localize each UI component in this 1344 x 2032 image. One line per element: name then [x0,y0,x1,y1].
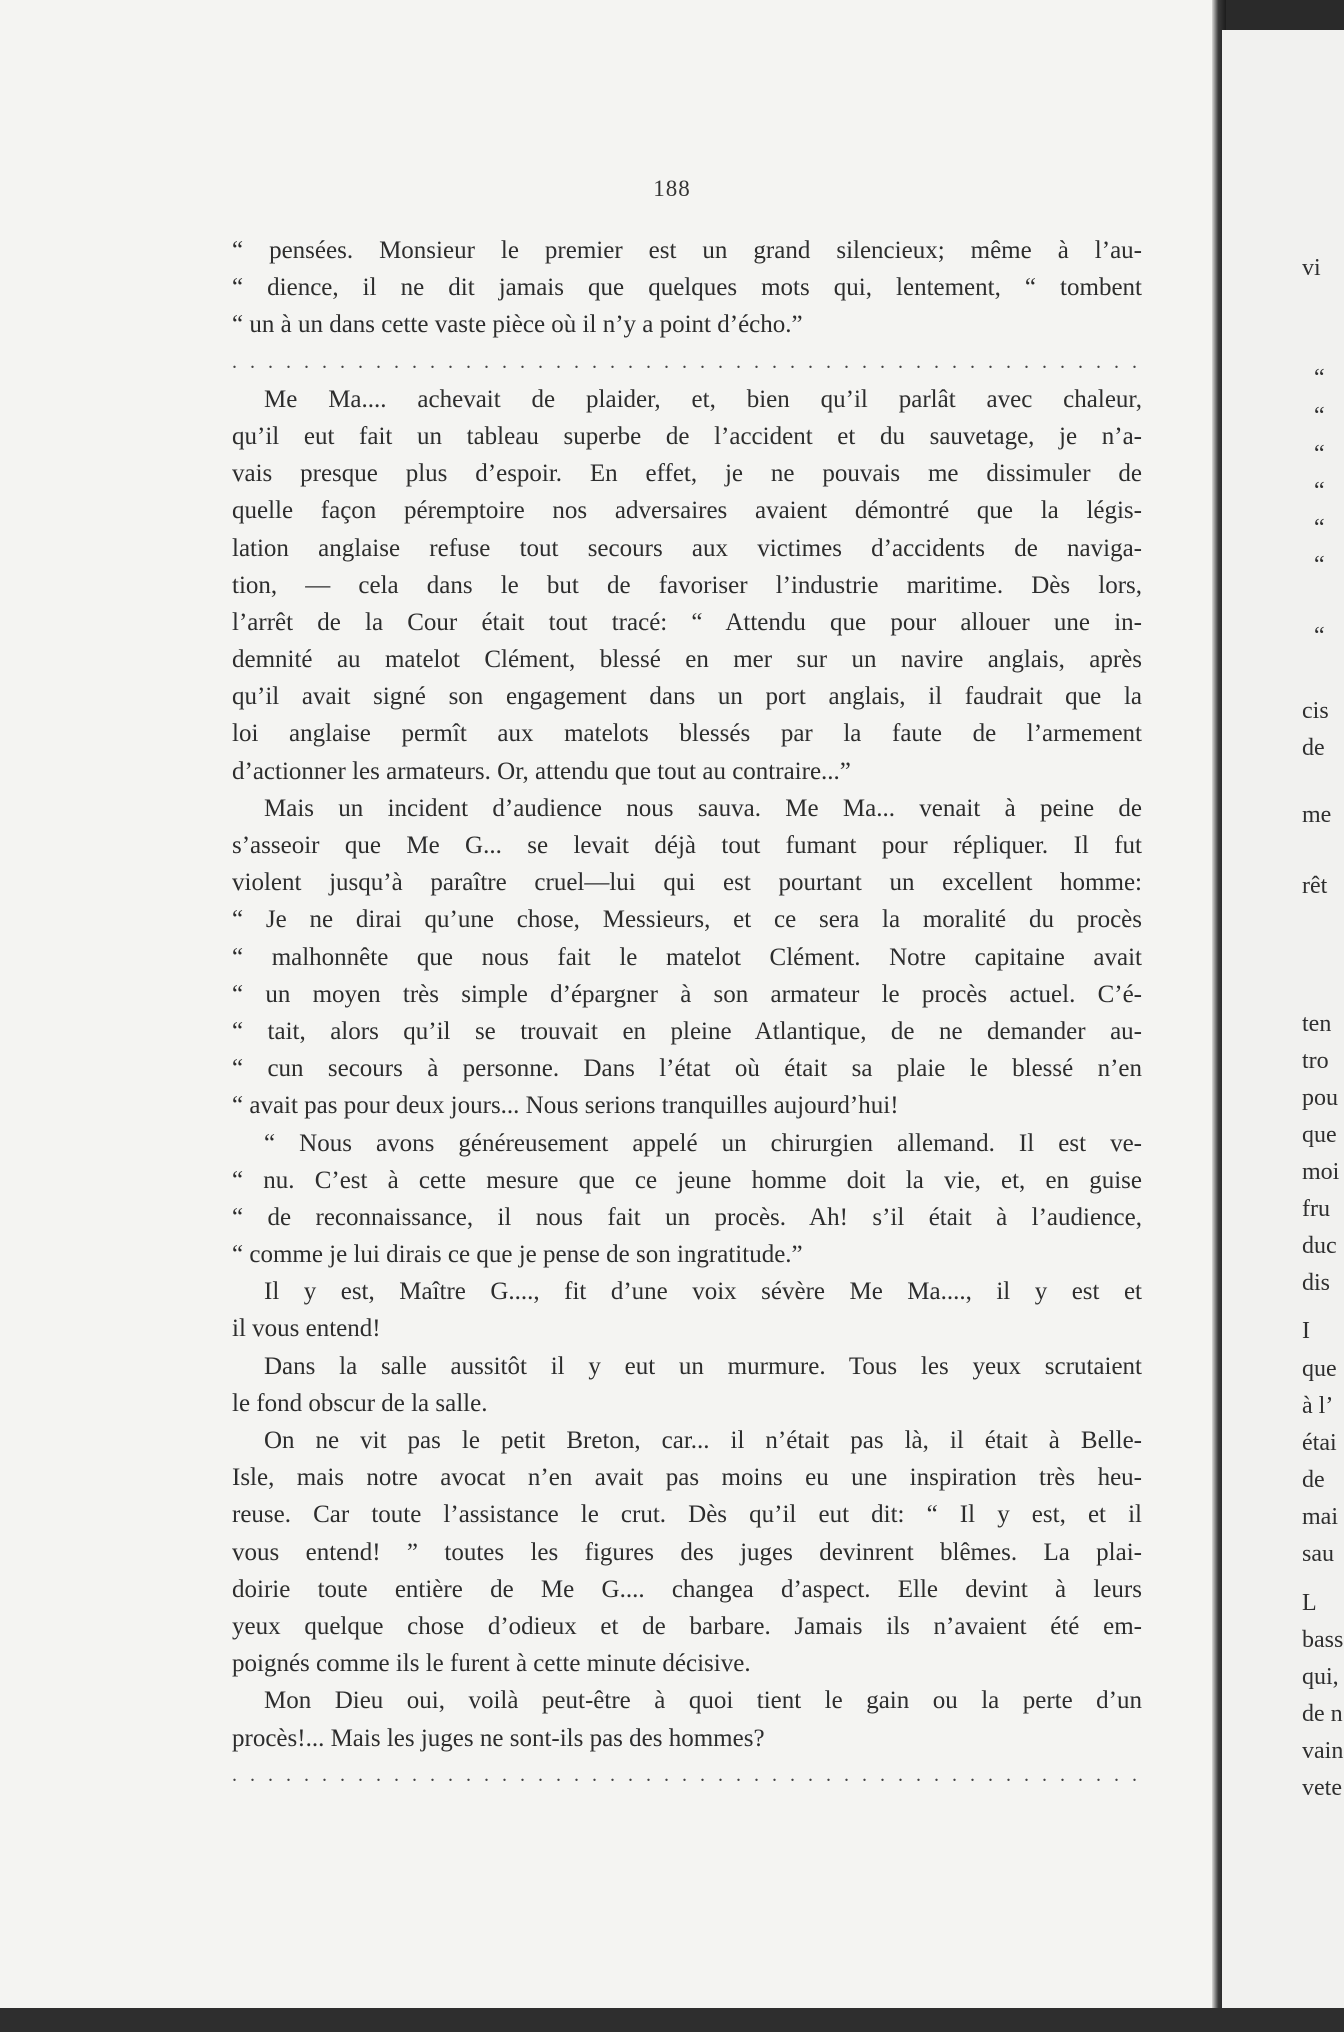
text-line: Mais un incident d’audience nous sauva. Me Ma... venait à peine de [264,794,1142,822]
text-line: “ avait pas pour deux jours... Nous serions tranquilles aujourd’hui! [232,1092,899,1120]
text-line: On ne vit pas le petit Breton, car... il n’était pas là, il était à Belle- [264,1427,1142,1454]
text-line: qu’il eut fait un tableau superbe de l’accident et du sauvetage, je n’a- [232,422,1142,450]
text-line: l’arrêt de la Cour était tout tracé: “ Attendu que pour allouer une in- [232,608,1142,636]
right-page-fragment: bass [1302,1627,1344,1653]
text-line: tion, — cela dans le but de favoriser l’industrie maritime. Dès lors, [232,571,1142,599]
text-line: lation anglaise refuse tout secours aux victimes d’accidents de naviga- [232,534,1142,562]
text-line: s’asseoir que Me G... se levait déjà tout fumant pour répliquer. Il fut [232,832,1142,859]
text-line: “ pensées. Monsieur le premier est un grand silencieux; même à l’au- [232,237,1142,264]
text-line: “ Je ne dirai qu’une chose, Messieurs, et ce sera la moralité du procès [232,906,1142,934]
text-line: vais presque plus d’espoir. En effet, je ne pouvais me dissimuler de [232,460,1142,488]
right-page-fragment: que [1302,1356,1337,1382]
right-page-fragment: tro [1302,1048,1329,1074]
right-page-fragment: duc [1302,1233,1337,1259]
right-page-fragment: “ [1314,403,1325,429]
right-page-fragment: étai [1302,1430,1337,1456]
text-line: “ cun secours à personne. Dans l’état où était sa plaie le blessé n’en [232,1055,1142,1083]
right-page-fragment: “ [1314,478,1325,504]
text-line: reuse. Car toute l’assistance le crut. Dès qu’il eut dit: “ Il y est, et il [232,1501,1142,1529]
text-line: qu’il avait signé son engagement dans un port anglais, il faudrait que la [232,683,1142,711]
text-line: Me Ma.... achevait de plaider, et, bien qu’il parlât avec chaleur, [264,385,1142,413]
body-text [232,232,1142,1794]
text-line: le fond obscur de la salle. [232,1389,488,1417]
right-page-fragment: qui, [1302,1664,1339,1690]
right-page-fragment: rêt [1302,873,1328,899]
text-line: d’actionner les armateurs. Or, attendu que tout au contraire...” [232,757,851,785]
text-line: yeux quelque chose d’odieux et de barbare. Jamais ils n’avaient été em- [232,1612,1142,1640]
right-page-fragment: vete [1302,1775,1342,1801]
right-page-fragment: sau [1302,1541,1334,1567]
right-page-fragment: mai [1302,1504,1338,1530]
ellipsis-divider: . . . . . . . . . . . . . . . . . . . . . . . . . . . . . . . . . . . . . . . . . . . . . . . . . . . [232,350,1141,373]
right-page-fragment: vi [1302,255,1321,281]
right-page-fragment: ten [1302,1011,1332,1037]
ellipsis-divider: . . . . . . . . . . . . . . . . . . . . . . . . . . . . . . . . . . . . . . . . . . . . . . . . . . . [232,1763,1141,1786]
right-page-fragment: vain [1302,1738,1344,1764]
right-page-fragment: que [1302,1122,1337,1148]
page-number: 188 [653,176,691,201]
text-line: “ de reconnaissance, il nous fait un procès. Ah! s’il était à l’audience, [232,1203,1142,1231]
text-line: “ tait, alors qu’il se trouvait en pleine Atlantique, de ne demander au- [232,1017,1142,1045]
text-line: procès!... Mais les juges ne sont-ils pas des hommes? [232,1724,765,1752]
text-line: loi anglaise permît aux matelots blessés par la faute de l’armement [232,720,1142,748]
text-line: vous entend! ” toutes les figures des juges devinrent blêmes. La plai- [232,1538,1142,1566]
text-line: il vous entend! [232,1315,381,1343]
text-line: “ Nous avons généreusement appelé un chirurgien allemand. Il est ve- [264,1129,1142,1157]
text-line: “ malhonnête que nous fait le matelot Clément. Notre capitaine avait [232,943,1142,971]
right-page-fragment: L [1302,1590,1317,1616]
right-page-fragment: “ [1314,441,1325,467]
right-page-fragment: de n [1302,1701,1343,1727]
text-line: demnité au matelot Clément, blessé en mer sur un navire anglais, après [232,646,1142,674]
text-line: “ nu. C’est à cette mesure que ce jeune homme doit la vie, et, en guise [232,1166,1142,1194]
right-page-fragment: moi [1302,1159,1340,1185]
text-line: “ un moyen très simple d’épargner à son armateur le procès actuel. C’é- [232,980,1142,1008]
right-page-fragment: dis [1302,1270,1331,1296]
right-page-fragment: cis [1302,698,1329,724]
text-line: “ un à un dans cette vaste pièce où il n’y a point d’écho.” [232,311,803,339]
right-page-fragment: I [1302,1318,1310,1344]
text-line: “ dience, il ne dit jamais que quelques mots qui, lentement, “ tombent [232,274,1142,302]
text-line: Mon Dieu oui, voilà peut-être à quoi tient le gain ou la perte d’un [264,1687,1142,1715]
text-line: “ comme je lui dirais ce que je pense de son ingratitude.” [232,1241,803,1269]
right-page-fragment: fru [1302,1196,1330,1222]
text-line: Dans la salle aussitôt il y eut un murmure. Tous les yeux scrutaient [264,1352,1142,1380]
text-line: doirie toute entière de Me G.... changea d’aspect. Elle devint à leurs [232,1575,1142,1603]
right-page-fragment: “ [1314,623,1325,649]
right-page-fragment: “ [1314,552,1325,578]
text-line: quelle façon péremptoire nos adversaires avaient démontré que la légis- [232,497,1142,525]
right-page-fragment: de [1302,1467,1325,1493]
right-page-edge [1222,30,1344,2010]
text-line: Il y est, Maître G...., fit d’une voix sévère Me Ma...., il y est et [264,1278,1142,1306]
right-page-fragment: “ [1314,365,1325,391]
right-page-fragment: de [1302,735,1325,761]
text-line: Isle, mais notre avocat n’en avait pas moins eu une inspiration très heu- [232,1464,1142,1492]
text-line: poignés comme ils le furent à cette minute décisive. [232,1650,751,1678]
right-page-fragment: pou [1302,1085,1338,1111]
right-page-fragment: “ [1314,515,1325,541]
scan-bottom-edge [0,2008,1344,2032]
text-line: violent jusqu’à paraître cruel—lui qui est pourtant un excellent homme: [232,869,1142,897]
right-page-fragment: me [1302,802,1332,828]
right-page-fragment: à l’ [1302,1393,1334,1419]
